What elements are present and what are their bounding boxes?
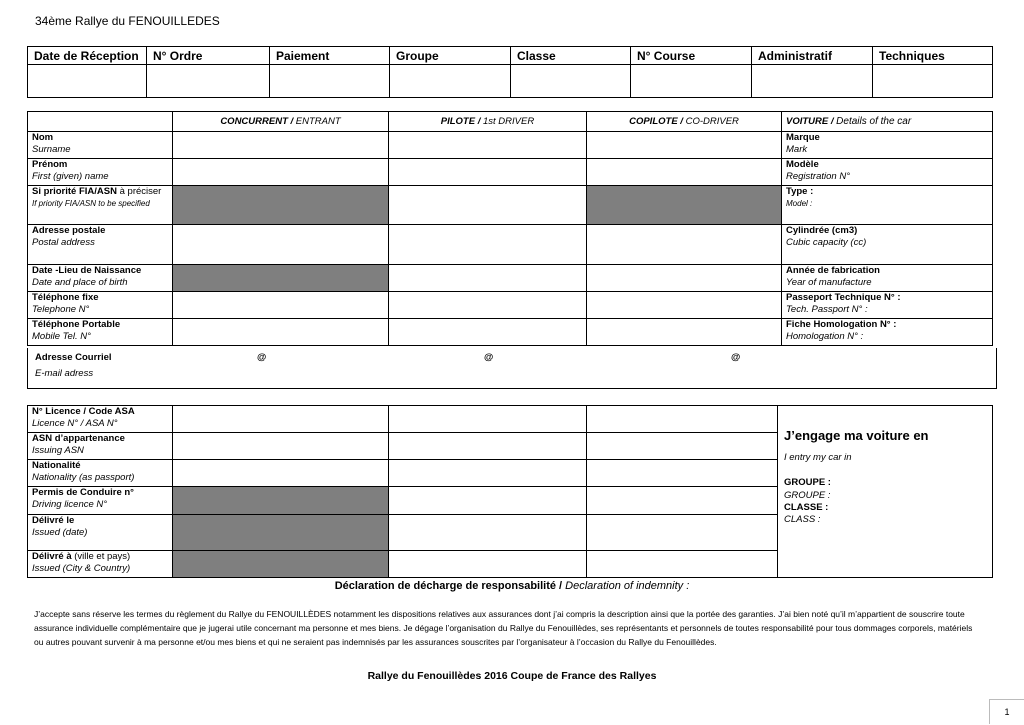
row-label-telephone-fixe: Téléphone fixe Telephone N° [28, 292, 173, 319]
field-copilote-portable[interactable] [587, 319, 782, 346]
declaration-title: Déclaration de décharge de responsabilité / Declaration of indemnity : [334, 580, 690, 592]
header-classe: Classe [511, 47, 631, 65]
row-label-adresse: Adresse postale Postal address [28, 225, 173, 265]
engage-title-en: I entry my car in [784, 452, 852, 463]
field-voiture-passeport[interactable]: Passeport Technique N° : Tech. Passport N° : [782, 292, 993, 319]
field-pilote-telephone[interactable] [389, 292, 587, 319]
footer-text: Rallye du Fenouillèdes 2016 Coupe de France des Rallyes [367, 670, 657, 682]
engage-box [778, 406, 993, 578]
field-concurrent-permis-disabled [173, 487, 389, 515]
field-pilote-asn[interactable] [389, 433, 587, 460]
email-at-concurrent: @ [257, 352, 267, 363]
header-date-reception: Date de Réception [28, 47, 147, 65]
document-title: 34ème Rallye du FENOUILLEDES [35, 14, 220, 28]
field-concurrent-nom[interactable] [173, 132, 389, 159]
field-voiture-modele[interactable]: Modèle Registration N° [782, 159, 993, 186]
field-pilote-prenom[interactable] [389, 159, 587, 186]
field-pilote-nationalite[interactable] [389, 460, 587, 487]
field-copilote-asn[interactable] [587, 433, 778, 460]
header-voiture: VOITURE / Details of the car [782, 112, 993, 132]
field-voiture-type[interactable]: Type : Model : [782, 186, 993, 225]
engage-title: J’engage ma voiture en [784, 428, 929, 443]
row-label-delivre-le: Délivré le Issued (date) [28, 515, 173, 551]
page-number: 1 [989, 699, 1024, 724]
email-at-pilote: @ [484, 352, 494, 363]
field-copilote-prenom[interactable] [587, 159, 782, 186]
field-copilote-nationalite[interactable] [587, 460, 778, 487]
field-concurrent-adresse[interactable] [173, 225, 389, 265]
row-label-licence: N° Licence / Code ASA Licence N° / ASA N° [28, 406, 173, 433]
declaration-body: J’accepte sans réserve les termes du règlement du Rallye du FENOUILLÈDES notamment les dispositions relatives aux assurances dont j’ai compris la description ainsi que la portée des garanties. J’ai bien noté qu’il m’appartient de souscrire toute assurance individuelle complémentaire que je jugerai utile concernant ma personne et mes biens. Je dégage l’organisation du Rallye du Fenouillèdes, ses représentants et personnels de toutes responsabilité pour tous dommages corporels, matériels ou autres pouvant survenir à ma personne et/ou mes biens et qui ne seraient pas indemnisés par les assurances souscrites par l’organisateur à l’occasion du Rallye du Fenouillèdes. [34, 609, 973, 647]
email-sublabel: E-mail adress [35, 368, 94, 379]
field-voiture-cylindree[interactable]: Cylindrée (cm3) Cubic capacity (cc) [782, 225, 993, 265]
row-label-nom: Nom Surname [28, 132, 173, 159]
header-pilote: PILOTE / 1st DRIVER [389, 112, 587, 132]
entrant-details-table [27, 111, 993, 346]
header-paiement: Paiement [270, 47, 390, 65]
field-voiture-homologation[interactable]: Fiche Homologation N° : Homologation N° : [782, 319, 993, 346]
engage-groupe-en: GROUPE : [784, 490, 831, 501]
field-copilote-telephone[interactable] [587, 292, 782, 319]
header-copilote: COPILOTE / CO-DRIVER [587, 112, 782, 132]
field-copilote-adresse[interactable] [587, 225, 782, 265]
field-voiture-annee[interactable]: Année de fabrication Year of manufacture [782, 265, 993, 292]
field-voiture-marque[interactable]: Marque Mark [782, 132, 993, 159]
field-pilote-licence[interactable] [389, 406, 587, 433]
field-concurrent-prenom[interactable] [173, 159, 389, 186]
field-concurrent-priorite-disabled [173, 186, 389, 225]
field-concurrent-delivre-le-disabled [173, 515, 389, 551]
header-techniques: Techniques [873, 47, 993, 65]
row-label-naissance: Date -Lieu de Naissance Date and place of birth [28, 265, 173, 292]
field-paiement[interactable] [270, 65, 390, 98]
header-numero-ordre: N° Ordre [147, 47, 270, 65]
field-pilote-permis[interactable] [389, 487, 587, 515]
field-pilote-adresse[interactable] [389, 225, 587, 265]
row-label-nationalite: Nationalité Nationality (as passport) [28, 460, 173, 487]
field-date-reception[interactable] [28, 65, 147, 98]
field-pilote-naissance[interactable] [389, 265, 587, 292]
header-empty [28, 112, 173, 132]
field-concurrent-naissance-disabled [173, 265, 389, 292]
engage-classe: CLASSE : [784, 502, 829, 513]
field-numero-course[interactable] [631, 65, 752, 98]
field-copilote-priorite-disabled [587, 186, 782, 225]
engage-classe-en: CLASS : [784, 514, 821, 525]
field-copilote-naissance[interactable] [587, 265, 782, 292]
field-copilote-licence[interactable] [587, 406, 778, 433]
field-copilote-delivre-le[interactable] [587, 515, 778, 551]
row-label-telephone-portable: Téléphone Portable Mobile Tel. N° [28, 319, 173, 346]
field-administratif[interactable] [752, 65, 873, 98]
field-copilote-delivre-a[interactable] [587, 551, 778, 578]
row-label-delivre-a: Délivré à (ville et pays) Issued (City & Country) [28, 551, 173, 578]
field-concurrent-portable[interactable] [173, 319, 389, 346]
field-groupe[interactable] [390, 65, 511, 98]
row-label-prenom: Prénom First (given) name [28, 159, 173, 186]
field-concurrent-telephone[interactable] [173, 292, 389, 319]
licence-table [27, 405, 993, 578]
row-label-priorite: Si priorité FIA/ASN à préciser If priority FIA/ASN to be specified [28, 186, 173, 225]
header-numero-course: N° Course [631, 47, 752, 65]
field-copilote-permis[interactable] [587, 487, 778, 515]
engage-groupe: GROUPE : [784, 477, 831, 488]
header-groupe: Groupe [390, 47, 511, 65]
field-pilote-delivre-a[interactable] [389, 551, 587, 578]
field-pilote-nom[interactable] [389, 132, 587, 159]
field-copilote-nom[interactable] [587, 132, 782, 159]
field-pilote-priorite[interactable] [389, 186, 587, 225]
row-label-asn: ASN d’appartenance Issuing ASN [28, 433, 173, 460]
header-administratif: Administratif [752, 47, 873, 65]
field-numero-ordre[interactable] [147, 65, 270, 98]
row-label-permis: Permis de Conduire n° Driving licence N° [28, 487, 173, 515]
office-use-table [27, 46, 993, 98]
header-concurrent: CONCURRENT / ENTRANT [173, 112, 389, 132]
field-concurrent-asn[interactable] [173, 433, 389, 460]
email-label: Adresse Courriel [35, 352, 112, 363]
field-techniques[interactable] [873, 65, 993, 98]
field-concurrent-nationalite[interactable] [173, 460, 389, 487]
field-concurrent-delivre-a-disabled [173, 551, 389, 578]
field-pilote-delivre-le[interactable] [389, 515, 587, 551]
field-concurrent-licence[interactable] [173, 406, 389, 433]
email-at-copilote: @ [731, 352, 741, 363]
field-pilote-portable[interactable] [389, 319, 587, 346]
field-classe[interactable] [511, 65, 631, 98]
email-row[interactable] [27, 348, 997, 389]
